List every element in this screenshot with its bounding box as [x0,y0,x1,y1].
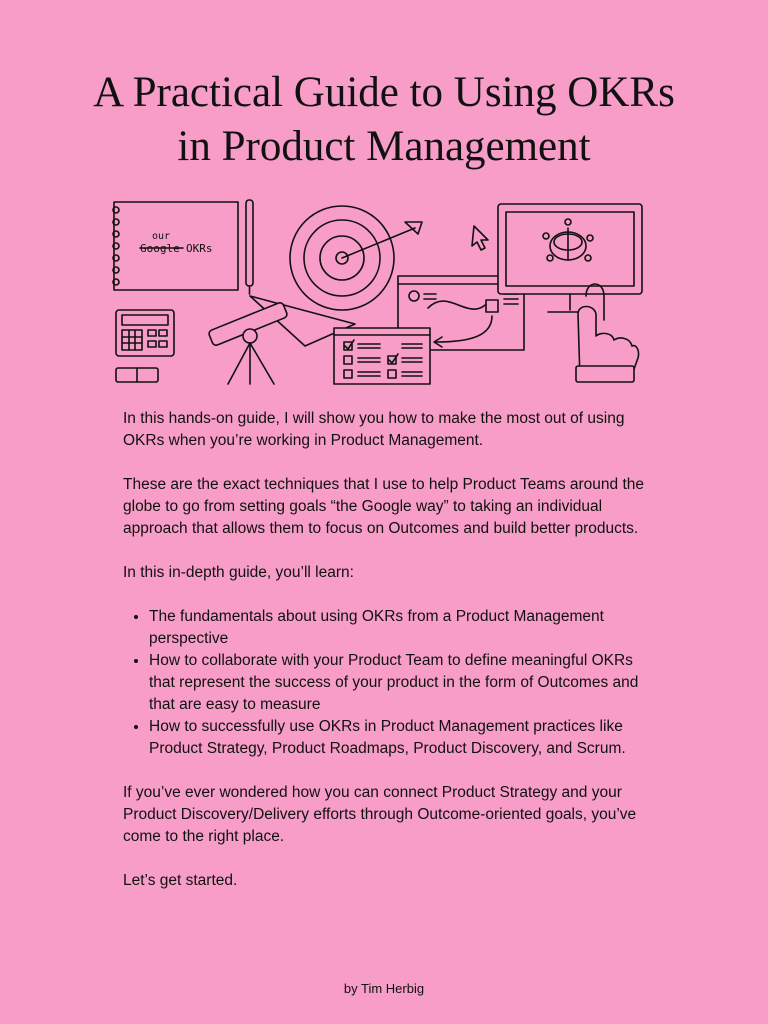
list-item: • How to successfully use OKRs in Product Management practices like Product Strategy, Product Roadmaps, Product Discovery, and Scrum. [149,716,663,760]
hand-on-mouse-icon [576,284,639,382]
learning-bullets [123,606,663,760]
closing-paragraph: If you’ve ever wondered how you can connect Product Strategy and your Product Discovery/Delivery efforts through Outcome-oriented goals, you’ve come to the right place. [123,784,637,845]
cta-paragraph: Let’s get started. [123,872,238,889]
hero-illustration [100,196,660,392]
title-line-2: in Product Management [177,123,591,170]
learn-intro-paragraph: In this in-depth guide, you’ll learn: [123,564,354,581]
author-byline: by Tim Herbig [343,981,425,996]
techniques-paragraph: These are the exact techniques that I use to help Product Teams around the globe to go from setting goals “the Google way” to taking an individual approach that allows them to focus on Outcomes and build better products. [123,476,645,537]
intro-paragraph: In this hands-on guide, I will show you how to make the most out of using OKRs when you’re working in Product Management. [123,410,625,449]
target-icon [250,206,422,346]
body-text [123,408,663,914]
cursor-icon [472,226,488,250]
notebook-word-our: our [152,231,171,242]
list-item: • The fundamentals about using OKRs from a Product Management perspective [149,606,663,650]
notebook-word-google: Google [140,242,180,255]
checklist-window [334,328,430,384]
title-line-1: A Practical Guide to Using OKRs [93,69,675,116]
page-title [0,66,768,174]
notebook-illustration [113,202,238,290]
calculator-icon [116,310,174,382]
list-item: • How to collaborate with your Product Team to define meaningful OKRs that represent the success of your product in the form of Outcomes and that are easy to measure [149,650,663,716]
pen-icon [246,200,253,294]
telescope-icon [208,302,288,384]
notebook-word-okrs: OKRs [186,242,213,255]
